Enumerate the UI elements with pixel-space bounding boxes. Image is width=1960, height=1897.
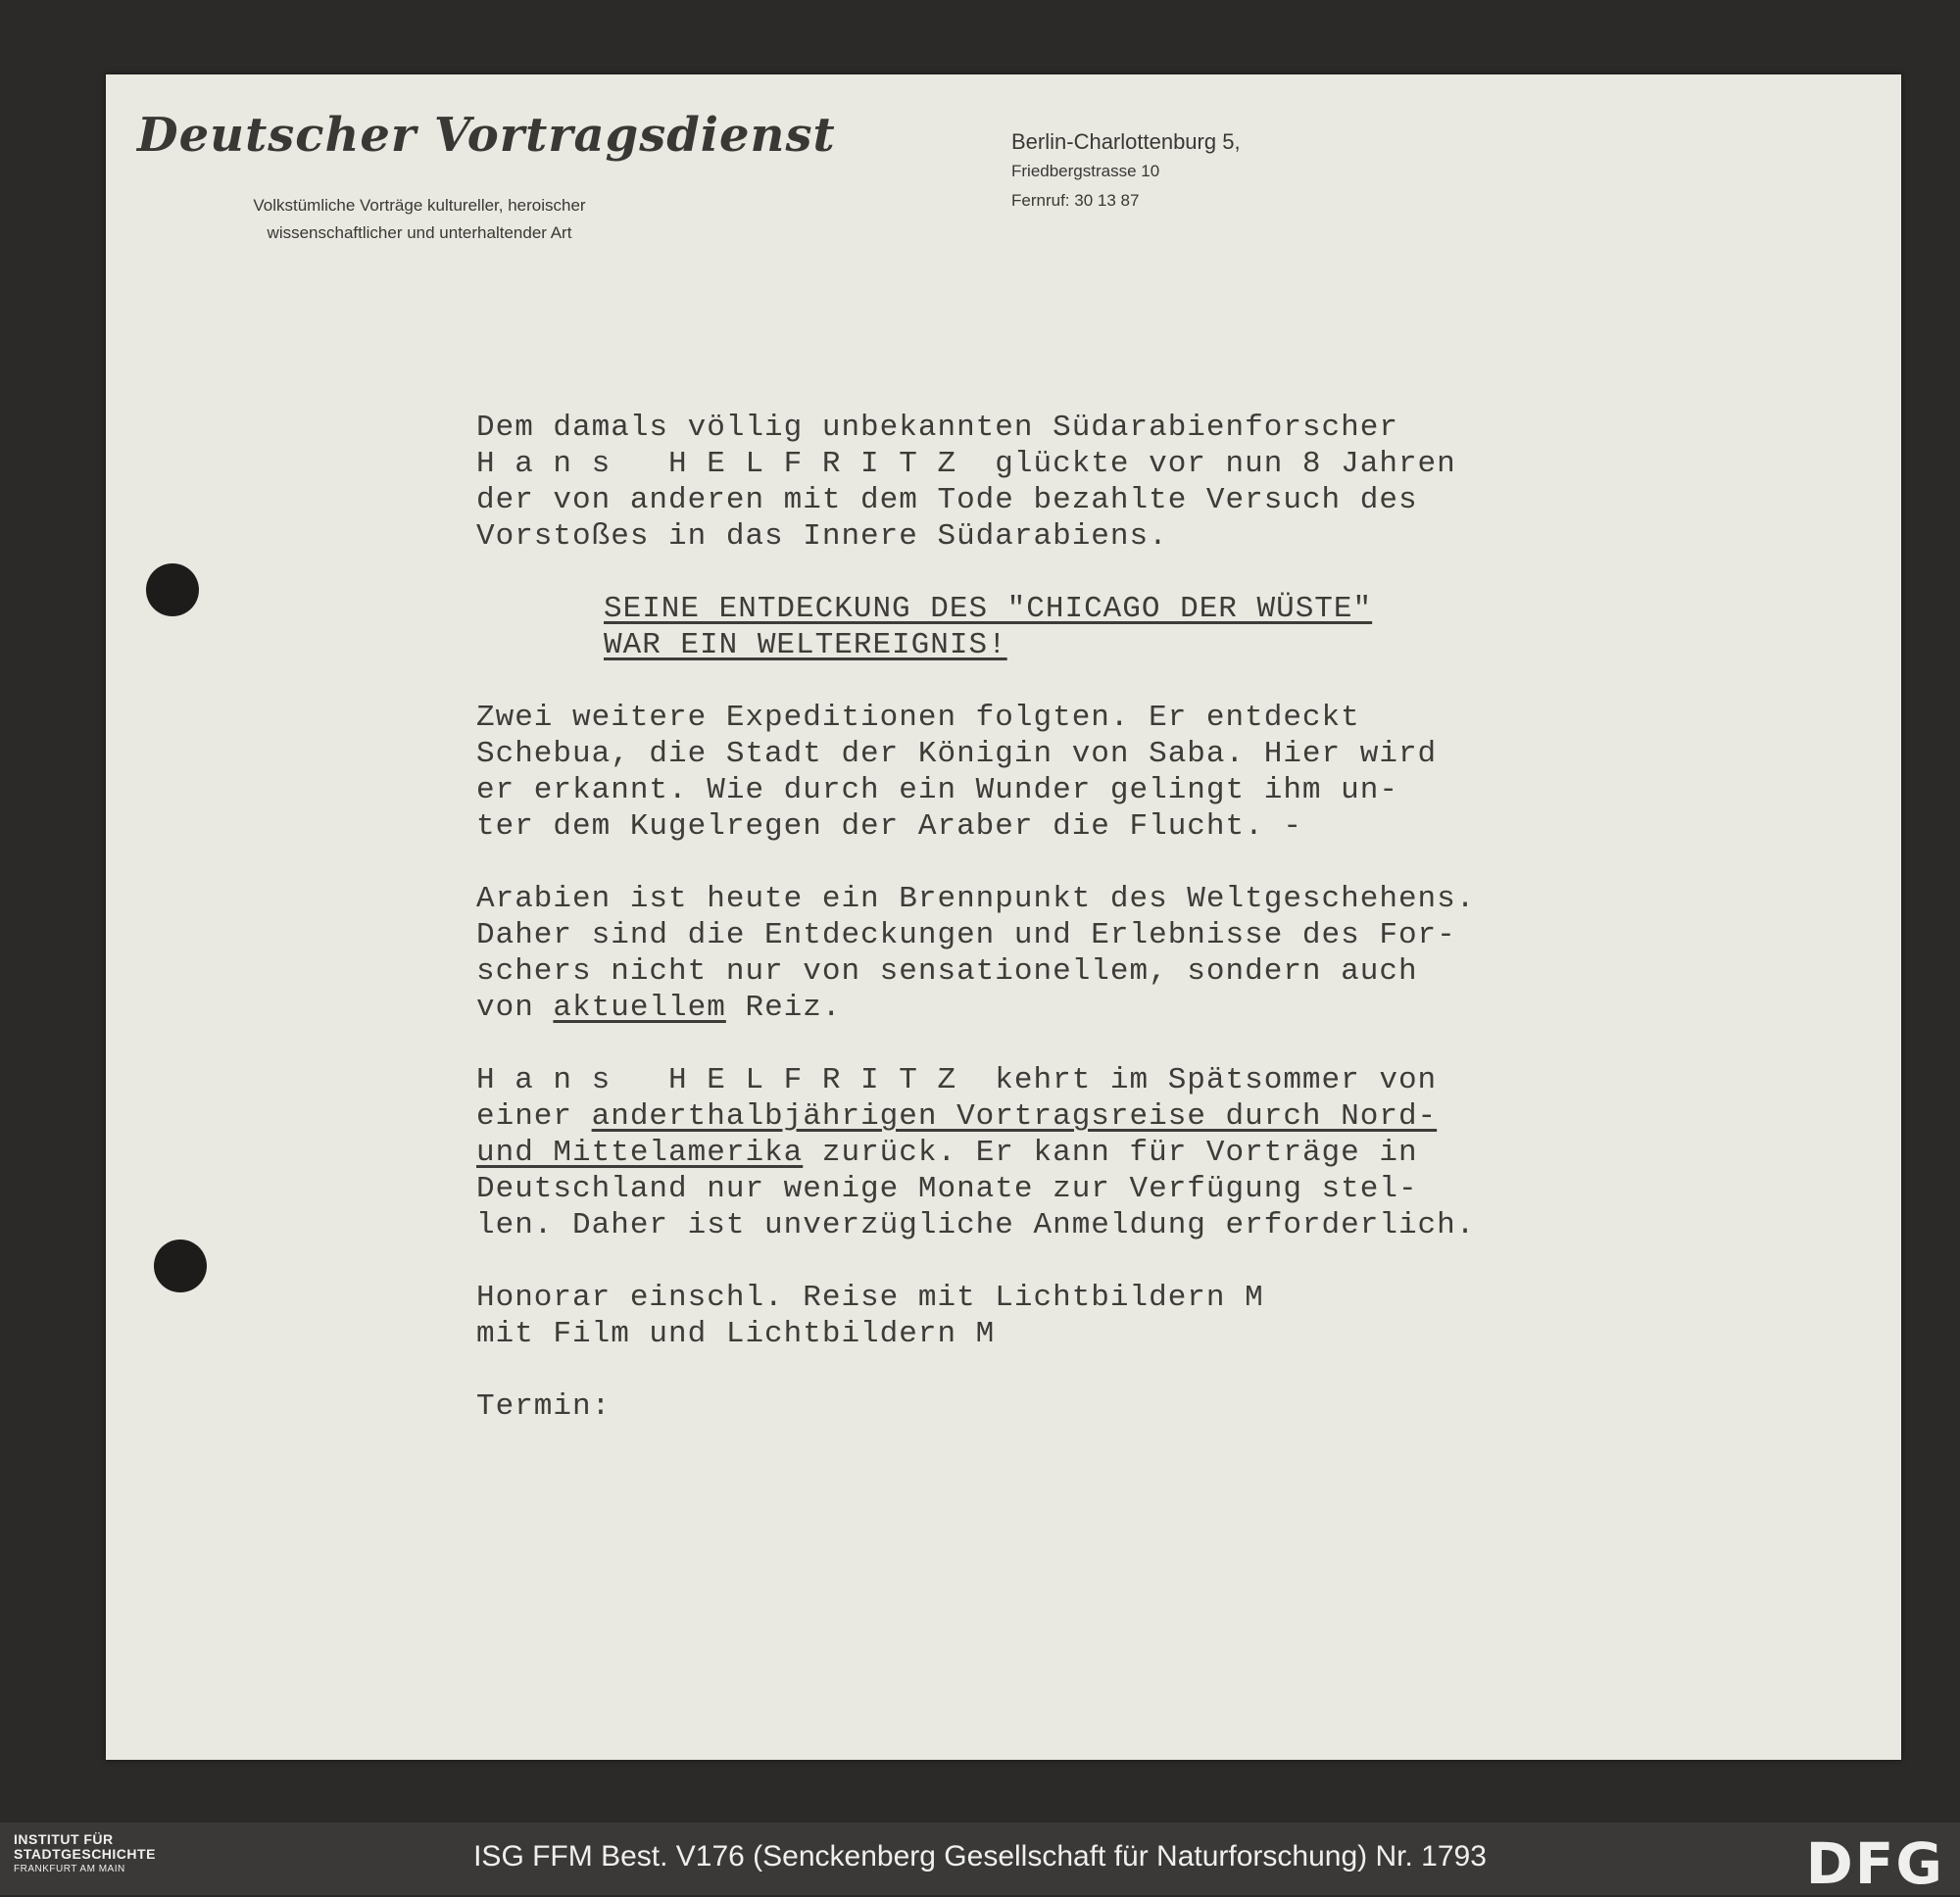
text-line: Arabien ist heute ein Brennpunkt des Weltgeschehens. xyxy=(476,882,1476,916)
address-city: Berlin-Charlottenburg 5, xyxy=(1011,129,1241,154)
text-line xyxy=(476,1135,1711,1171)
underlined-text: aktuellem xyxy=(553,991,726,1025)
text-line: Zwei weitere Expeditionen folgten. Er entdeckt xyxy=(476,701,1360,735)
text-line: er erkannt. Wie durch ein Wunder gelingt ihm un- xyxy=(476,773,1398,807)
text-line: schers nicht nur von sensationellem, sondern auch xyxy=(476,954,1418,989)
termin-label: Termin: xyxy=(476,1389,612,1424)
text-segment: Reiz. xyxy=(725,991,842,1025)
text-line: H a n s H E L F R I T Z kehrt im Spätsommer von xyxy=(476,1063,1438,1097)
letterhead-tagline xyxy=(174,192,664,247)
institute-line-3: FRANKFURT AM MAIN xyxy=(14,1864,125,1874)
underlined-text: und Mittelamerika xyxy=(476,1136,804,1170)
paragraph-tour xyxy=(476,1062,1711,1243)
letter-body xyxy=(476,410,1711,1461)
tagline-line-2: wissenschaftlicher und unterhaltender Art xyxy=(267,223,572,242)
punch-hole-top xyxy=(146,563,199,616)
text-segment: von xyxy=(476,991,554,1025)
archive-footer xyxy=(0,1823,1960,1895)
paragraph-intro xyxy=(476,410,1711,555)
dfg-logo: DFG xyxy=(1805,1830,1944,1897)
letterhead-address xyxy=(1011,127,1241,216)
tagline-line-1: Volkstümliche Vorträge kultureller, heroischer xyxy=(253,196,586,215)
headline-block xyxy=(476,591,1711,663)
headline-line-2: WAR EIN WELTEREIGNIS! xyxy=(604,628,1007,662)
institute-line-2: STADTGESCHICHTE xyxy=(14,1846,156,1862)
underlined-text: anderthalbjährigen Vortragsreise durch Nord- xyxy=(591,1099,1438,1134)
text-segment: einer xyxy=(476,1099,592,1134)
text-line: H a n s H E L F R I T Z glückte vor nun 8 Jahren xyxy=(476,447,1456,481)
text-line: Deutschland nur wenige Monate zur Verfügung stel- xyxy=(476,1172,1418,1206)
letterhead-org-name: Deutscher Vortragsdienst xyxy=(137,108,836,163)
punch-hole-bottom xyxy=(154,1240,207,1292)
text-line: Schebua, die Stadt der Königin von Saba. Hier wird xyxy=(476,737,1438,771)
text-line: Vorstoßes in das Innere Südarabiens. xyxy=(476,519,1168,554)
paragraph-arabia xyxy=(476,881,1711,1026)
institute-line-1: INSTITUT FÜR xyxy=(14,1831,114,1847)
text-line: Honorar einschl. Reise mit Lichtbildern M xyxy=(476,1281,1264,1315)
text-line: der von anderen mit dem Tode bezahlte Versuch des xyxy=(476,483,1418,517)
text-line: len. Daher ist unverzügliche Anmeldung erforderlich. xyxy=(476,1208,1476,1242)
address-street: Friedbergstrasse 10 xyxy=(1011,162,1160,180)
text-line: mit Film und Lichtbildern M xyxy=(476,1317,996,1351)
text-line xyxy=(476,990,1711,1026)
text-line: Dem damals völlig unbekannten Südarabienforscher xyxy=(476,411,1398,445)
archive-caption: ISG FFM Best. V176 (Senckenberg Gesellschaft für Naturforschung) Nr. 1793 xyxy=(473,1840,1487,1873)
paragraph-date xyxy=(476,1388,1711,1425)
text-line: Daher sind die Entdeckungen und Erlebnisse des For- xyxy=(476,918,1456,952)
text-line xyxy=(476,1098,1711,1135)
text-segment: zurück. Er kann für Vorträge in xyxy=(803,1136,1418,1170)
paragraph-fee xyxy=(476,1280,1711,1352)
headline-line-1: SEINE ENTDECKUNG DES "CHICAGO DER WÜSTE" xyxy=(604,592,1373,626)
paragraph-expeditions xyxy=(476,700,1711,845)
address-phone: Fernruf: 30 13 87 xyxy=(1011,191,1140,210)
text-line: ter dem Kugelregen der Araber die Flucht. - xyxy=(476,809,1302,844)
